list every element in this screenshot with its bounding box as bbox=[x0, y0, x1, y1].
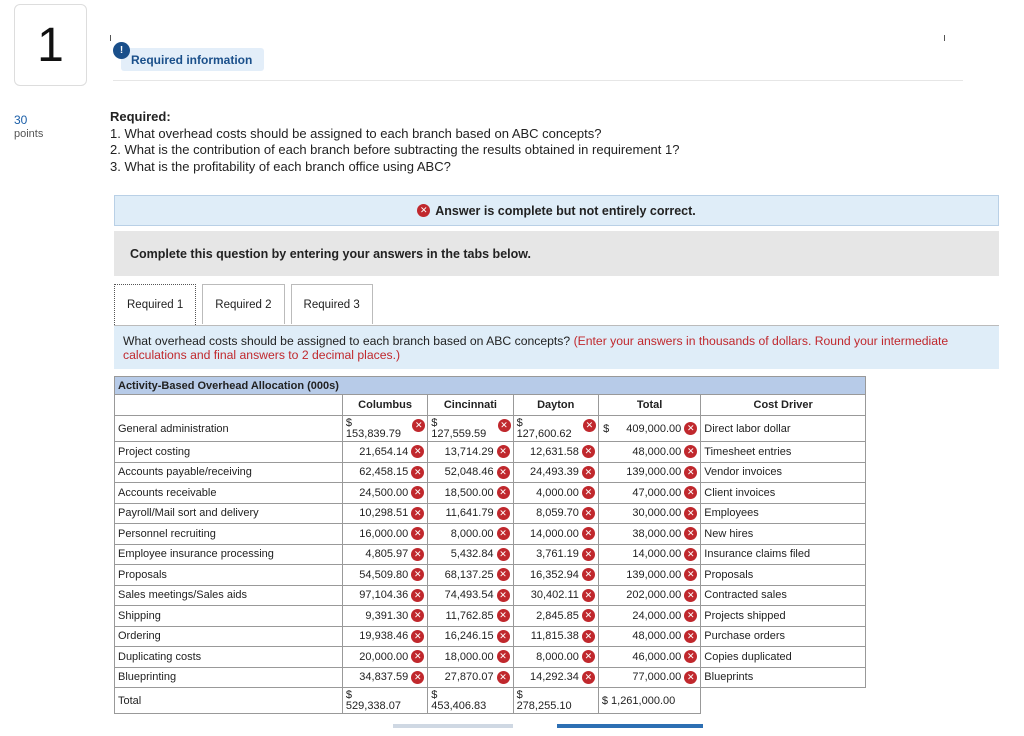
cell-value: 21,654.14 bbox=[359, 445, 409, 458]
answer-status-banner bbox=[114, 195, 999, 226]
answer-status-text: Answer is complete but not entirely correct. bbox=[435, 203, 696, 218]
divider-tick bbox=[110, 35, 111, 41]
cincinnati-cell[interactable] bbox=[428, 544, 513, 565]
cell-value: 139,000.00 bbox=[626, 568, 682, 581]
header-total: Total bbox=[598, 395, 700, 416]
incorrect-icon: ✕ bbox=[411, 445, 424, 458]
cell-value: 62,458.15 bbox=[359, 466, 409, 479]
cell-value: 153,839.79 bbox=[345, 428, 401, 440]
incorrect-icon: ✕ bbox=[684, 548, 697, 561]
cell-value: 24,493.39 bbox=[529, 466, 579, 479]
incorrect-icon: ✕ bbox=[411, 568, 424, 581]
table-row bbox=[115, 462, 866, 483]
incorrect-icon: ✕ bbox=[582, 486, 595, 499]
alert-icon: ! bbox=[113, 42, 130, 59]
cell-value: 54,509.80 bbox=[359, 568, 409, 581]
cost-driver-cell: Copies duplicated bbox=[701, 647, 866, 668]
points-label: points bbox=[14, 128, 44, 140]
required-section bbox=[110, 109, 679, 175]
incorrect-icon: ✕ bbox=[684, 422, 697, 435]
instruction-bar: Complete this question by entering your answers in the tabs below. bbox=[114, 231, 999, 276]
required-item: 3. What is the profitability of each branch office using ABC? bbox=[110, 158, 451, 174]
dayton-total-cell bbox=[513, 688, 598, 714]
cost-driver-cell: Insurance claims filed bbox=[701, 544, 866, 565]
incorrect-icon: ✕ bbox=[497, 630, 510, 643]
incorrect-icon: ✕ bbox=[497, 507, 510, 520]
columbus-cell[interactable] bbox=[342, 416, 427, 442]
total-value: 453,406.83 bbox=[431, 700, 487, 712]
cell-value: 48,000.00 bbox=[632, 445, 682, 458]
table-row bbox=[115, 565, 866, 586]
cell-value: 139,000.00 bbox=[626, 466, 682, 479]
incorrect-icon: ✕ bbox=[684, 589, 697, 602]
required-item: 1. What overhead costs should be assigned to each branch based on ABC concepts? bbox=[110, 125, 602, 141]
table-row bbox=[115, 606, 866, 627]
cost-driver-cell: Direct labor dollar bbox=[701, 416, 866, 442]
table-row bbox=[115, 667, 866, 688]
cell-value: 68,137.25 bbox=[444, 568, 494, 581]
cell-value: 14,292.34 bbox=[529, 671, 579, 684]
total-cell[interactable] bbox=[598, 462, 700, 483]
incorrect-icon: ✕ bbox=[411, 486, 424, 499]
row-label: Employee insurance processing bbox=[115, 544, 343, 565]
table-row bbox=[115, 524, 866, 545]
required-item: 2. What is the contribution of each branch before subtracting the results obtained in requirement 1? bbox=[110, 142, 680, 157]
cost-driver-cell: Proposals bbox=[701, 565, 866, 586]
cell-value: 8,059.70 bbox=[536, 507, 579, 520]
cell-value: 46,000.00 bbox=[632, 650, 682, 663]
incorrect-icon: ✕ bbox=[582, 589, 595, 602]
cincinnati-cell[interactable] bbox=[428, 503, 513, 524]
total-cell[interactable] bbox=[598, 606, 700, 627]
columbus-cell[interactable] bbox=[342, 606, 427, 627]
cincinnati-cell[interactable] bbox=[428, 647, 513, 668]
incorrect-icon: ✕ bbox=[497, 466, 510, 479]
cell-value: 127,600.62 bbox=[516, 428, 572, 440]
header-columbus: Columbus bbox=[342, 395, 427, 416]
question-number-box bbox=[14, 4, 87, 86]
scroll-indicator-active bbox=[557, 724, 703, 728]
cell-value: 13,714.29 bbox=[444, 445, 494, 458]
question-number: 1 bbox=[37, 18, 64, 72]
cell-value: 14,000.00 bbox=[529, 527, 579, 540]
divider-tick bbox=[944, 35, 945, 41]
table-row bbox=[115, 626, 866, 647]
incorrect-icon: ✕ bbox=[412, 419, 425, 432]
scroll-indicator bbox=[393, 724, 513, 728]
row-label: Proposals bbox=[115, 565, 343, 586]
points-value: 30 bbox=[14, 113, 28, 127]
incorrect-icon: ✕ bbox=[684, 609, 697, 622]
row-label: General administration bbox=[115, 416, 343, 442]
incorrect-icon: ✕ bbox=[497, 527, 510, 540]
total-cell[interactable] bbox=[598, 503, 700, 524]
incorrect-icon: ✕ bbox=[411, 527, 424, 540]
cell-value: 4,000.00 bbox=[536, 486, 579, 499]
incorrect-icon: ✕ bbox=[684, 445, 697, 458]
row-label: Duplicating costs bbox=[115, 647, 343, 668]
cincinnati-cell[interactable] bbox=[428, 626, 513, 647]
dayton-cell[interactable] bbox=[513, 667, 598, 688]
row-label: Sales meetings/Sales aids bbox=[115, 585, 343, 606]
incorrect-icon: ✕ bbox=[497, 486, 510, 499]
cell-value: 202,000.00 bbox=[626, 589, 682, 602]
incorrect-icon: ✕ bbox=[411, 466, 424, 479]
cell-value: 16,000.00 bbox=[359, 527, 409, 540]
incorrect-icon: ✕ bbox=[684, 507, 697, 520]
tab-required-1[interactable]: Required 1 bbox=[114, 284, 196, 325]
cell-value: 2,845.85 bbox=[536, 609, 579, 622]
total-value: 278,255.10 bbox=[516, 700, 572, 712]
table-row bbox=[115, 483, 866, 504]
columbus-cell[interactable] bbox=[342, 483, 427, 504]
table-row bbox=[115, 442, 866, 463]
row-label: Accounts payable/receiving bbox=[115, 462, 343, 483]
incorrect-icon: ✕ bbox=[582, 445, 595, 458]
header-cost-driver: Cost Driver bbox=[701, 395, 866, 416]
cell-value: 48,000.00 bbox=[632, 630, 682, 643]
columbus-cell[interactable] bbox=[342, 647, 427, 668]
row-label: Project costing bbox=[115, 442, 343, 463]
incorrect-icon: ✕ bbox=[684, 486, 697, 499]
table-row bbox=[115, 416, 866, 442]
currency-symbol: $ bbox=[431, 417, 438, 429]
cell-value: 4,805.97 bbox=[365, 548, 409, 561]
cell-value: 11,641.79 bbox=[445, 507, 494, 520]
columbus-cell[interactable] bbox=[342, 626, 427, 647]
grand-total-cell bbox=[598, 688, 700, 714]
cincinnati-cell[interactable] bbox=[428, 483, 513, 504]
cell-value: 14,000.00 bbox=[632, 548, 682, 561]
incorrect-icon: ✕ bbox=[684, 630, 697, 643]
cincinnati-cell[interactable] bbox=[428, 524, 513, 545]
currency-symbol: $ bbox=[431, 689, 438, 701]
incorrect-icon: ✕ bbox=[411, 650, 424, 663]
cincinnati-cell[interactable] bbox=[428, 462, 513, 483]
total-cell[interactable] bbox=[598, 667, 700, 688]
cell-value: 19,938.46 bbox=[359, 630, 409, 643]
incorrect-icon: ✕ bbox=[498, 419, 511, 432]
cell-value: 38,000.00 bbox=[632, 527, 682, 540]
incorrect-icon: ✕ bbox=[582, 466, 595, 479]
prompt-text: What overhead costs should be assigned to each branch based on ABC concepts? bbox=[123, 334, 574, 348]
cost-driver-cell: Timesheet entries bbox=[701, 442, 866, 463]
cell-value: 16,246.15 bbox=[444, 630, 494, 643]
incorrect-icon: ✕ bbox=[497, 650, 510, 663]
incorrect-icon: ✕ bbox=[411, 630, 424, 643]
header-blank bbox=[115, 395, 343, 416]
row-label: Personnel recruiting bbox=[115, 524, 343, 545]
table-row bbox=[115, 544, 866, 565]
table-row bbox=[115, 647, 866, 668]
cell-value: 97,104.36 bbox=[359, 589, 409, 602]
cell-value: 77,000.00 bbox=[632, 671, 682, 684]
incorrect-icon: ✕ bbox=[411, 548, 424, 561]
cell-value: 12,631.58 bbox=[529, 445, 579, 458]
incorrect-icon: ✕ bbox=[582, 568, 595, 581]
incorrect-icon: ✕ bbox=[582, 548, 595, 561]
cell-value: 74,493.54 bbox=[444, 589, 494, 602]
total-cell[interactable] bbox=[598, 442, 700, 463]
cost-driver-cell: Client invoices bbox=[701, 483, 866, 504]
dayton-cell[interactable] bbox=[513, 585, 598, 606]
columbus-total-cell bbox=[342, 688, 427, 714]
row-label: Total bbox=[115, 688, 343, 714]
table-header-row bbox=[115, 395, 866, 416]
dayton-cell[interactable] bbox=[513, 503, 598, 524]
header-cincinnati: Cincinnati bbox=[428, 395, 513, 416]
cincinnati-cell[interactable] bbox=[428, 667, 513, 688]
total-value: 529,338.07 bbox=[345, 700, 401, 712]
incorrect-icon: ✕ bbox=[497, 445, 510, 458]
cell-value: 8,000.00 bbox=[450, 527, 494, 540]
columbus-cell[interactable] bbox=[342, 565, 427, 586]
total-cell[interactable] bbox=[598, 565, 700, 586]
cell-value: 20,000.00 bbox=[359, 650, 409, 663]
currency-symbol: $ bbox=[345, 689, 353, 701]
cell-value: 30,000.00 bbox=[632, 507, 682, 520]
total-cell[interactable] bbox=[598, 626, 700, 647]
incorrect-icon: ✕ bbox=[497, 568, 510, 581]
cincinnati-cell[interactable] bbox=[428, 585, 513, 606]
cell-value: 11,815.38 bbox=[530, 630, 579, 643]
tab-bar bbox=[114, 284, 379, 325]
columbus-cell[interactable] bbox=[342, 667, 427, 688]
cell-value: 27,870.07 bbox=[444, 671, 494, 684]
cost-driver-cell: Vendor invoices bbox=[701, 462, 866, 483]
currency-symbol: $ bbox=[601, 694, 609, 707]
dayton-cell[interactable] bbox=[513, 524, 598, 545]
cell-value: 24,500.00 bbox=[359, 486, 409, 499]
dayton-cell[interactable] bbox=[513, 483, 598, 504]
dayton-cell[interactable] bbox=[513, 647, 598, 668]
incorrect-icon: ✕ bbox=[497, 609, 510, 622]
dayton-cell[interactable] bbox=[513, 416, 598, 442]
incorrect-icon: ✕ bbox=[582, 630, 595, 643]
currency-symbol: $ bbox=[603, 422, 610, 435]
tab-required-3[interactable]: Required 3 bbox=[291, 284, 373, 324]
incorrect-icon: ✕ bbox=[684, 466, 697, 479]
incorrect-icon: ✕ bbox=[497, 671, 510, 684]
incorrect-icon: ✕ bbox=[684, 527, 697, 540]
currency-symbol: $ bbox=[345, 417, 353, 429]
incorrect-icon: ✕ bbox=[583, 419, 596, 432]
cost-driver-cell: Purchase orders bbox=[701, 626, 866, 647]
total-row bbox=[115, 688, 866, 714]
cost-driver-cell: Contracted sales bbox=[701, 585, 866, 606]
tab-required-2[interactable]: Required 2 bbox=[202, 284, 284, 324]
currency-symbol: $ bbox=[516, 689, 523, 701]
table-row bbox=[115, 503, 866, 524]
cincinnati-cell[interactable] bbox=[428, 565, 513, 586]
divider bbox=[113, 80, 963, 81]
table-title: Activity-Based Overhead Allocation (000s) bbox=[115, 377, 866, 395]
columbus-cell[interactable] bbox=[342, 503, 427, 524]
header-dayton: Dayton bbox=[513, 395, 598, 416]
incorrect-icon: ✕ bbox=[582, 609, 595, 622]
table-row bbox=[115, 585, 866, 606]
dayton-cell[interactable] bbox=[513, 606, 598, 627]
row-label: Blueprinting bbox=[115, 667, 343, 688]
incorrect-icon: ✕ bbox=[497, 589, 510, 602]
cell-value: 34,837.59 bbox=[359, 671, 409, 684]
cell-value: 11,762.85 bbox=[445, 609, 494, 622]
total-cell[interactable] bbox=[598, 544, 700, 565]
required-information-button[interactable] bbox=[121, 48, 264, 71]
dayton-cell[interactable] bbox=[513, 544, 598, 565]
incorrect-icon: ✕ bbox=[582, 650, 595, 663]
cincinnati-cell[interactable] bbox=[428, 416, 513, 442]
incorrect-icon: ✕ bbox=[411, 609, 424, 622]
row-label: Shipping bbox=[115, 606, 343, 627]
total-cell[interactable] bbox=[598, 483, 700, 504]
dayton-cell[interactable] bbox=[513, 565, 598, 586]
columbus-cell[interactable] bbox=[342, 544, 427, 565]
incorrect-icon: ✕ bbox=[411, 507, 424, 520]
total-cell[interactable] bbox=[598, 524, 700, 545]
total-cell[interactable] bbox=[598, 647, 700, 668]
columbus-cell[interactable] bbox=[342, 524, 427, 545]
cell-value: 3,761.19 bbox=[536, 548, 579, 561]
cost-driver-cell: Projects shipped bbox=[701, 606, 866, 627]
cost-driver-cell: Blueprints bbox=[701, 667, 866, 688]
dayton-cell[interactable] bbox=[513, 462, 598, 483]
incorrect-icon: ✕ bbox=[582, 507, 595, 520]
cincinnati-total-cell bbox=[428, 688, 513, 714]
incorrect-icon: ✕ bbox=[497, 548, 510, 561]
required-information-label: Required information bbox=[131, 52, 253, 67]
table-title-row bbox=[115, 377, 866, 395]
dayton-cell[interactable] bbox=[513, 626, 598, 647]
columbus-cell[interactable] bbox=[342, 462, 427, 483]
incorrect-icon: ✕ bbox=[417, 204, 430, 217]
cost-driver-cell: Employees bbox=[701, 503, 866, 524]
cell-value: 409,000.00 bbox=[626, 422, 682, 435]
cell-value: 5,432.84 bbox=[450, 548, 494, 561]
currency-symbol: $ bbox=[516, 417, 523, 429]
cell-value: 18,000.00 bbox=[444, 650, 494, 663]
total-cell[interactable] bbox=[598, 416, 700, 442]
cell-value: 18,500.00 bbox=[444, 486, 494, 499]
total-value: 1,261,000.00 bbox=[611, 694, 676, 707]
dayton-cell[interactable] bbox=[513, 442, 598, 463]
cell-value: 52,048.46 bbox=[444, 466, 494, 479]
total-cell[interactable] bbox=[598, 585, 700, 606]
required-heading: Required: bbox=[110, 109, 171, 124]
cell-value: 10,298.51 bbox=[359, 507, 409, 520]
columbus-cell[interactable] bbox=[342, 585, 427, 606]
cell-value: 24,000.00 bbox=[632, 609, 682, 622]
row-label: Payroll/Mail sort and delivery bbox=[115, 503, 343, 524]
incorrect-icon: ✕ bbox=[684, 671, 697, 684]
cell-value: 127,559.59 bbox=[431, 428, 487, 440]
incorrect-icon: ✕ bbox=[684, 650, 697, 663]
cell-value: 8,000.00 bbox=[536, 650, 579, 663]
blank-cell bbox=[701, 688, 866, 714]
prompt-hint: (Enter your answers in thousands of dollars. Round your intermediate calculations and final answers to 2 decimal places.) bbox=[123, 334, 949, 362]
cincinnati-cell[interactable] bbox=[428, 442, 513, 463]
cost-driver-cell: New hires bbox=[701, 524, 866, 545]
incorrect-icon: ✕ bbox=[582, 527, 595, 540]
incorrect-icon: ✕ bbox=[411, 671, 424, 684]
incorrect-icon: ✕ bbox=[411, 589, 424, 602]
columbus-cell[interactable] bbox=[342, 442, 427, 463]
cell-value: 47,000.00 bbox=[632, 486, 682, 499]
cell-value: 9,391.30 bbox=[365, 609, 409, 622]
cincinnati-cell[interactable] bbox=[428, 606, 513, 627]
row-label: Accounts receivable bbox=[115, 483, 343, 504]
incorrect-icon: ✕ bbox=[684, 568, 697, 581]
cell-value: 30,402.11 bbox=[530, 589, 579, 602]
question-prompt bbox=[114, 325, 999, 369]
abc-allocation-table bbox=[114, 376, 866, 714]
row-label: Ordering bbox=[115, 626, 343, 647]
cell-value: 16,352.94 bbox=[529, 568, 579, 581]
incorrect-icon: ✕ bbox=[582, 671, 595, 684]
